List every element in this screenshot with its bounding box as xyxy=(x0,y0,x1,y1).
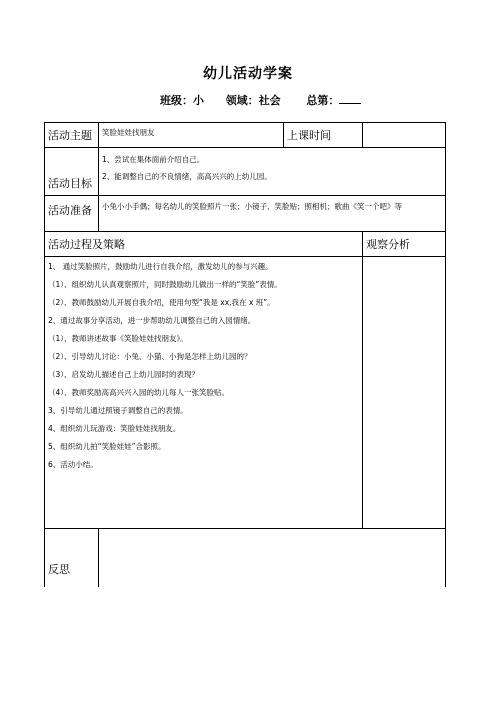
observe-label: 观察分析 xyxy=(366,238,410,251)
goals-label: 活动目标 xyxy=(48,177,92,190)
total-label: 总第： xyxy=(306,94,340,107)
process-step: （2）、引导幼儿讨论：小兔、小猫、小狗是怎样上幼儿园的？ xyxy=(48,352,252,361)
process-step: 4、组织幼儿玩游戏：笑脸娃娃找朋友。 xyxy=(48,424,181,433)
prep-label-cell xyxy=(45,196,99,232)
reflect-label-cell xyxy=(45,529,99,587)
field-label: 领域：社会 xyxy=(225,94,281,107)
process-step: （4）、教师奖励高高兴兴入园的幼儿每人一张笑脸贴。 xyxy=(48,388,230,397)
process-step: 2、通过故事分享活动，进一步帮助幼儿调整自己的入园情绪。 xyxy=(48,316,256,325)
goals-label-cell xyxy=(45,148,99,196)
observe-header-cell xyxy=(363,232,446,257)
class-label: 班级：小 xyxy=(160,94,204,107)
goals-cell xyxy=(99,148,446,196)
prep-cell xyxy=(99,196,446,232)
process-step: 1、 通过笑脸照片，鼓励幼儿进行自我介绍，激发幼儿的参与兴趣。 xyxy=(48,262,273,271)
time-label: 上课时间 xyxy=(287,129,331,142)
process-content-cell xyxy=(45,257,363,529)
plan-table xyxy=(44,122,446,587)
prep-label: 活动准备 xyxy=(48,204,92,217)
process-step: （1）、教师讲述故事《笑脸娃娃找朋友》。 xyxy=(48,334,188,343)
topic-value-cell xyxy=(99,123,284,148)
process-step: 6、活动小结。 xyxy=(48,460,98,469)
document-title: 幼儿活动学案 xyxy=(203,66,293,82)
reflect-label: 反思 xyxy=(48,562,70,576)
prep-value: 小兔小小手偶；每名幼儿的笑脸照片一张；小镜子、笑脸贴；照相机；歌曲《笑一个吧》等 xyxy=(102,202,402,211)
observe-content-cell xyxy=(363,257,446,529)
time-label-cell xyxy=(284,123,363,148)
topic-label: 活动主题 xyxy=(48,129,92,142)
goal-item: 2、能调整自己的不良情绪，高高兴兴的上幼儿园。 xyxy=(102,172,272,181)
process-step: 5、组织幼儿拍“笑脸娃娃”合影照。 xyxy=(48,442,166,451)
reflect-content-cell xyxy=(99,529,446,587)
process-label: 活动过程及策略 xyxy=(48,238,125,251)
process-header-cell xyxy=(45,232,363,257)
process-step: （3）、启发幼儿描述自己上幼儿园时的表现？ xyxy=(48,370,200,379)
total-blank xyxy=(339,93,361,104)
goal-item: 1、尝试在集体面前介绍自己。 xyxy=(102,155,205,164)
document-subtitle xyxy=(160,92,361,108)
time-value-cell xyxy=(363,123,446,148)
process-step: （2）、教师鼓励幼儿开展自我介绍，使用句型“我是 xx,我在 x 班”。 xyxy=(48,298,275,307)
process-step: （1）、组织幼儿认真观察照片，同时鼓励幼儿做出一样的“笑脸”表情。 xyxy=(48,280,282,289)
topic-label-cell xyxy=(45,123,99,148)
topic-value: 笑脸娃娃找朋友 xyxy=(102,128,155,137)
process-step: 3、引导幼儿通过照镜子调整自己的表情。 xyxy=(48,406,188,415)
